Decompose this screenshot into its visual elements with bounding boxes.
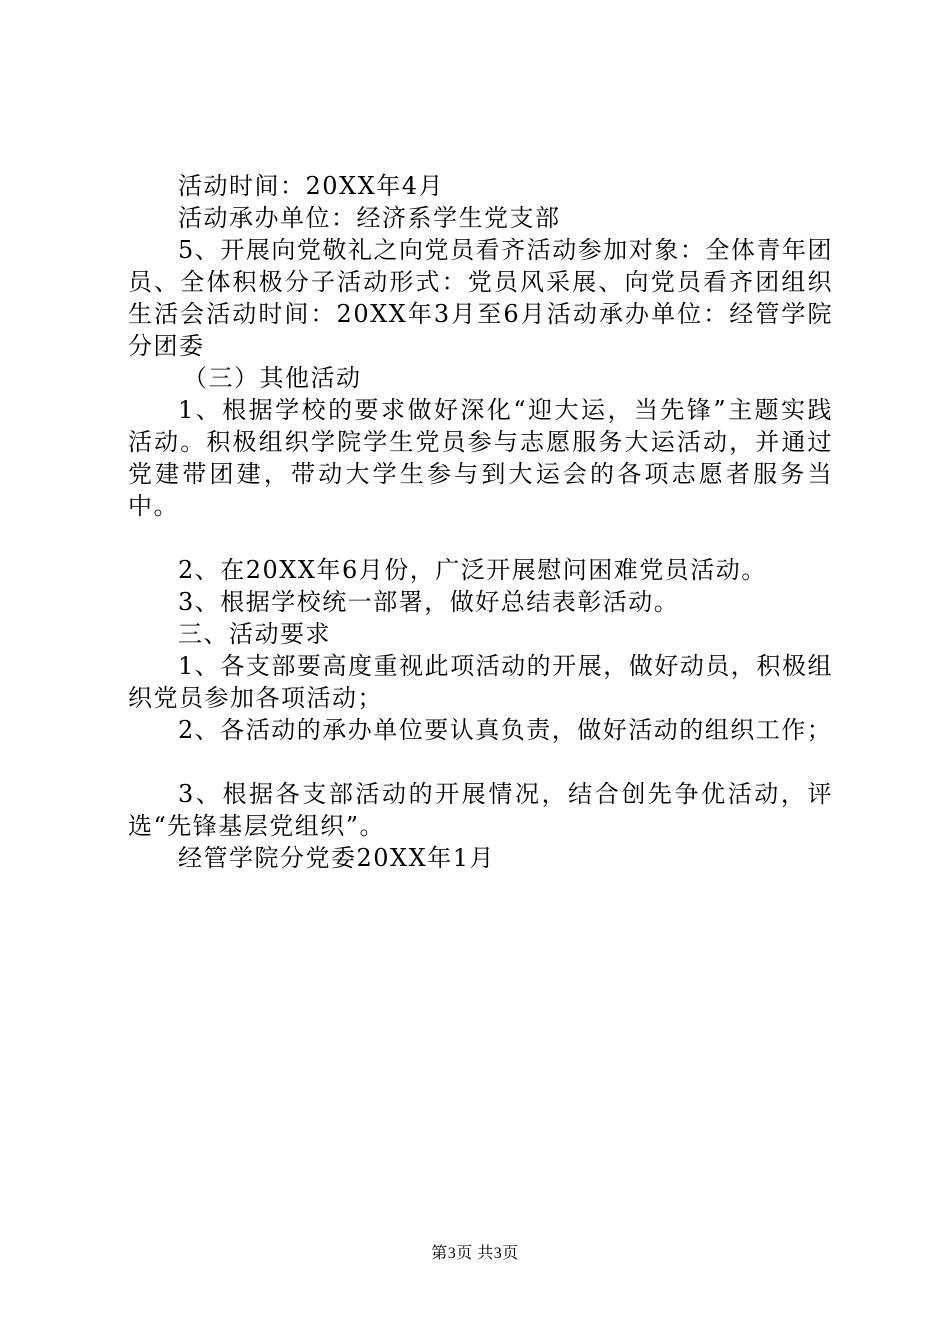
paragraph-requirement-1: 1、各支部要高度重视此项活动的开展，做好动员，积极组织党员参加各项活动；: [128, 652, 833, 712]
paragraph-requirement-3: 3、根据各支部活动的开展情况，结合创先争优活动，评选“先锋基层党组织”。: [128, 780, 833, 840]
signature-line: 经管学院分党委20XX年1月: [178, 844, 495, 872]
paragraph-other-3: 3、根据学校统一部署，做好总结表彰活动。: [178, 588, 680, 616]
paragraph-activity-time: 活动时间：20XX年4月: [178, 172, 444, 200]
document-body: [128, 170, 833, 874]
paragraph-other-2: 2、在20XX年6月份，广泛开展慰问困难党员活动。: [178, 556, 767, 584]
section-heading-other-activities: （三）其他活动: [183, 364, 362, 392]
section-heading-requirements: 三、活动要求: [178, 620, 331, 648]
paragraph-requirement-2: 2、各活动的承办单位要认真负责，做好活动的组织工作；: [178, 716, 833, 744]
page-number-footer: 第3页 共3页: [431, 1245, 519, 1262]
paragraph-activity-organizer: 活动承办单位：经济系学生党支部: [178, 204, 561, 232]
paragraph-other-1: 1、根据学校的要求做好深化“迎大运，当先锋”主题实践活动。积极组织学院学生党员参与志愿服务大运活动，并通过党建带团建，带动大学生参与到大运会的各项志愿者服务当中。: [128, 396, 833, 520]
paragraph-item-5: 5、开展向党敬礼之向党员看齐活动参加对象：全体青年团员、全体积极分子活动形式：党员风采展、向党员看齐团组织生活会活动时间：20XX年3月至6月活动承办单位：经管学院分团委: [128, 236, 833, 360]
